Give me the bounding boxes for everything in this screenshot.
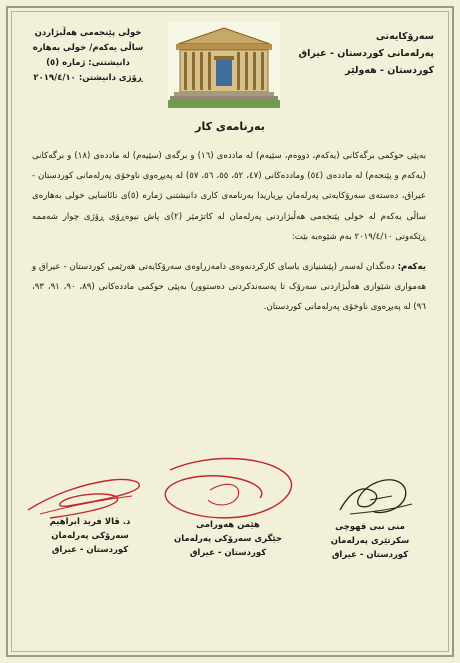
session-term: خولی پێنجەمی هەڵبژاردن: [34, 28, 142, 38]
signature-name: منی نبی قهوچی: [335, 522, 405, 532]
signature-place: کوردستان - عیراق: [331, 550, 409, 560]
session-date: ڕۆژی دانیشتن: ٢٠١٩/٤/١٠: [33, 73, 143, 83]
letterhead-presidency: سەرۆکایەتی: [375, 31, 434, 42]
letterhead-location: کوردستان - هەولێر: [345, 65, 434, 76]
session-info: [22, 26, 154, 86]
session-number: دانیشتنی: ژمارە (٥): [46, 58, 130, 68]
signature-name: هێمن هەورامی: [196, 520, 260, 530]
letterhead-parliament: پەرلەمانی کوردستان - عیراق: [298, 48, 434, 59]
document-body: [32, 146, 426, 318]
letterhead-right: [284, 28, 434, 79]
agenda-item-1: [32, 257, 426, 318]
signature-name: د. ڤالا فرید ابراهیم: [49, 517, 131, 527]
agenda-item-text: دەنگدان لەسەر (پێشنیازی یاسای کارکردنەوەی دامەزراوەی سەرۆکایەتی هەرێمی کوردستان - عیراق و هەمواری شێوازی هەڵبژاردنی سەرۆک تا پەسەندکردنی دەستوور) بەپێی حوکمی ماددەکانی (٨٩، ٩٠، ٩١، ٩٣، ٩٦) لە پەیڕەوی ناوخۆی پەرلەمانی کوردستان.: [32, 262, 426, 313]
signature-speaker: [30, 515, 150, 557]
session-year: ساڵی یەکەم/ خولی بەهارە: [32, 43, 144, 53]
signature-role: جێگری سەرۆکی پەرلەمان: [173, 534, 283, 544]
parliament-building-emblem: [168, 22, 280, 108]
signature-place: کوردستان - عیراق: [189, 548, 267, 558]
signature-role: سەرۆکی پەرلەمان: [51, 531, 129, 541]
signature-secretary: [310, 520, 430, 562]
signature-place: کوردستان - عیراق: [51, 545, 129, 555]
document-title: بەرنامەی کار: [195, 120, 265, 133]
signature-role: سکرتێری پەرلەمان: [330, 536, 410, 546]
intro-paragraph: بەپێی حوکمی برگەکانی (یەکەم، دووەم، سێیەم) لە ماددەی (١٦) و برگەی (سێیەم) لە ماددەی (١٨) و برگەکانی (یەکەم و پێنجەم) لە ماددەی (٥٤) وماددەکانی (٤٧، ٥٢، ٥٥، ٥٦، ٥٧) لە پەیڕەوی ناوخۆی پەرلەمانی کوردستان - عیراق، دەستەی سەرۆکایەتی پەرلەمان بڕیاریدا بەرنامەی کاری دانیشتنی ژمارە (٥)ی نائاسایی خولی بەهارەی ساڵی یەکەم لە خولی پێنجەمی هەڵبژاردنی پەرلەمان لە کاتژمێر (٢)ی پاش نیوەڕۆی ڕۆژی چوار شەممە ڕێکەوتی ٢٠١٩/٤/١٠ بەم شێوەیە بێت:: [32, 151, 426, 242]
signature-deputy: [168, 518, 288, 560]
agenda-item-label: یەکەم:: [397, 262, 426, 273]
